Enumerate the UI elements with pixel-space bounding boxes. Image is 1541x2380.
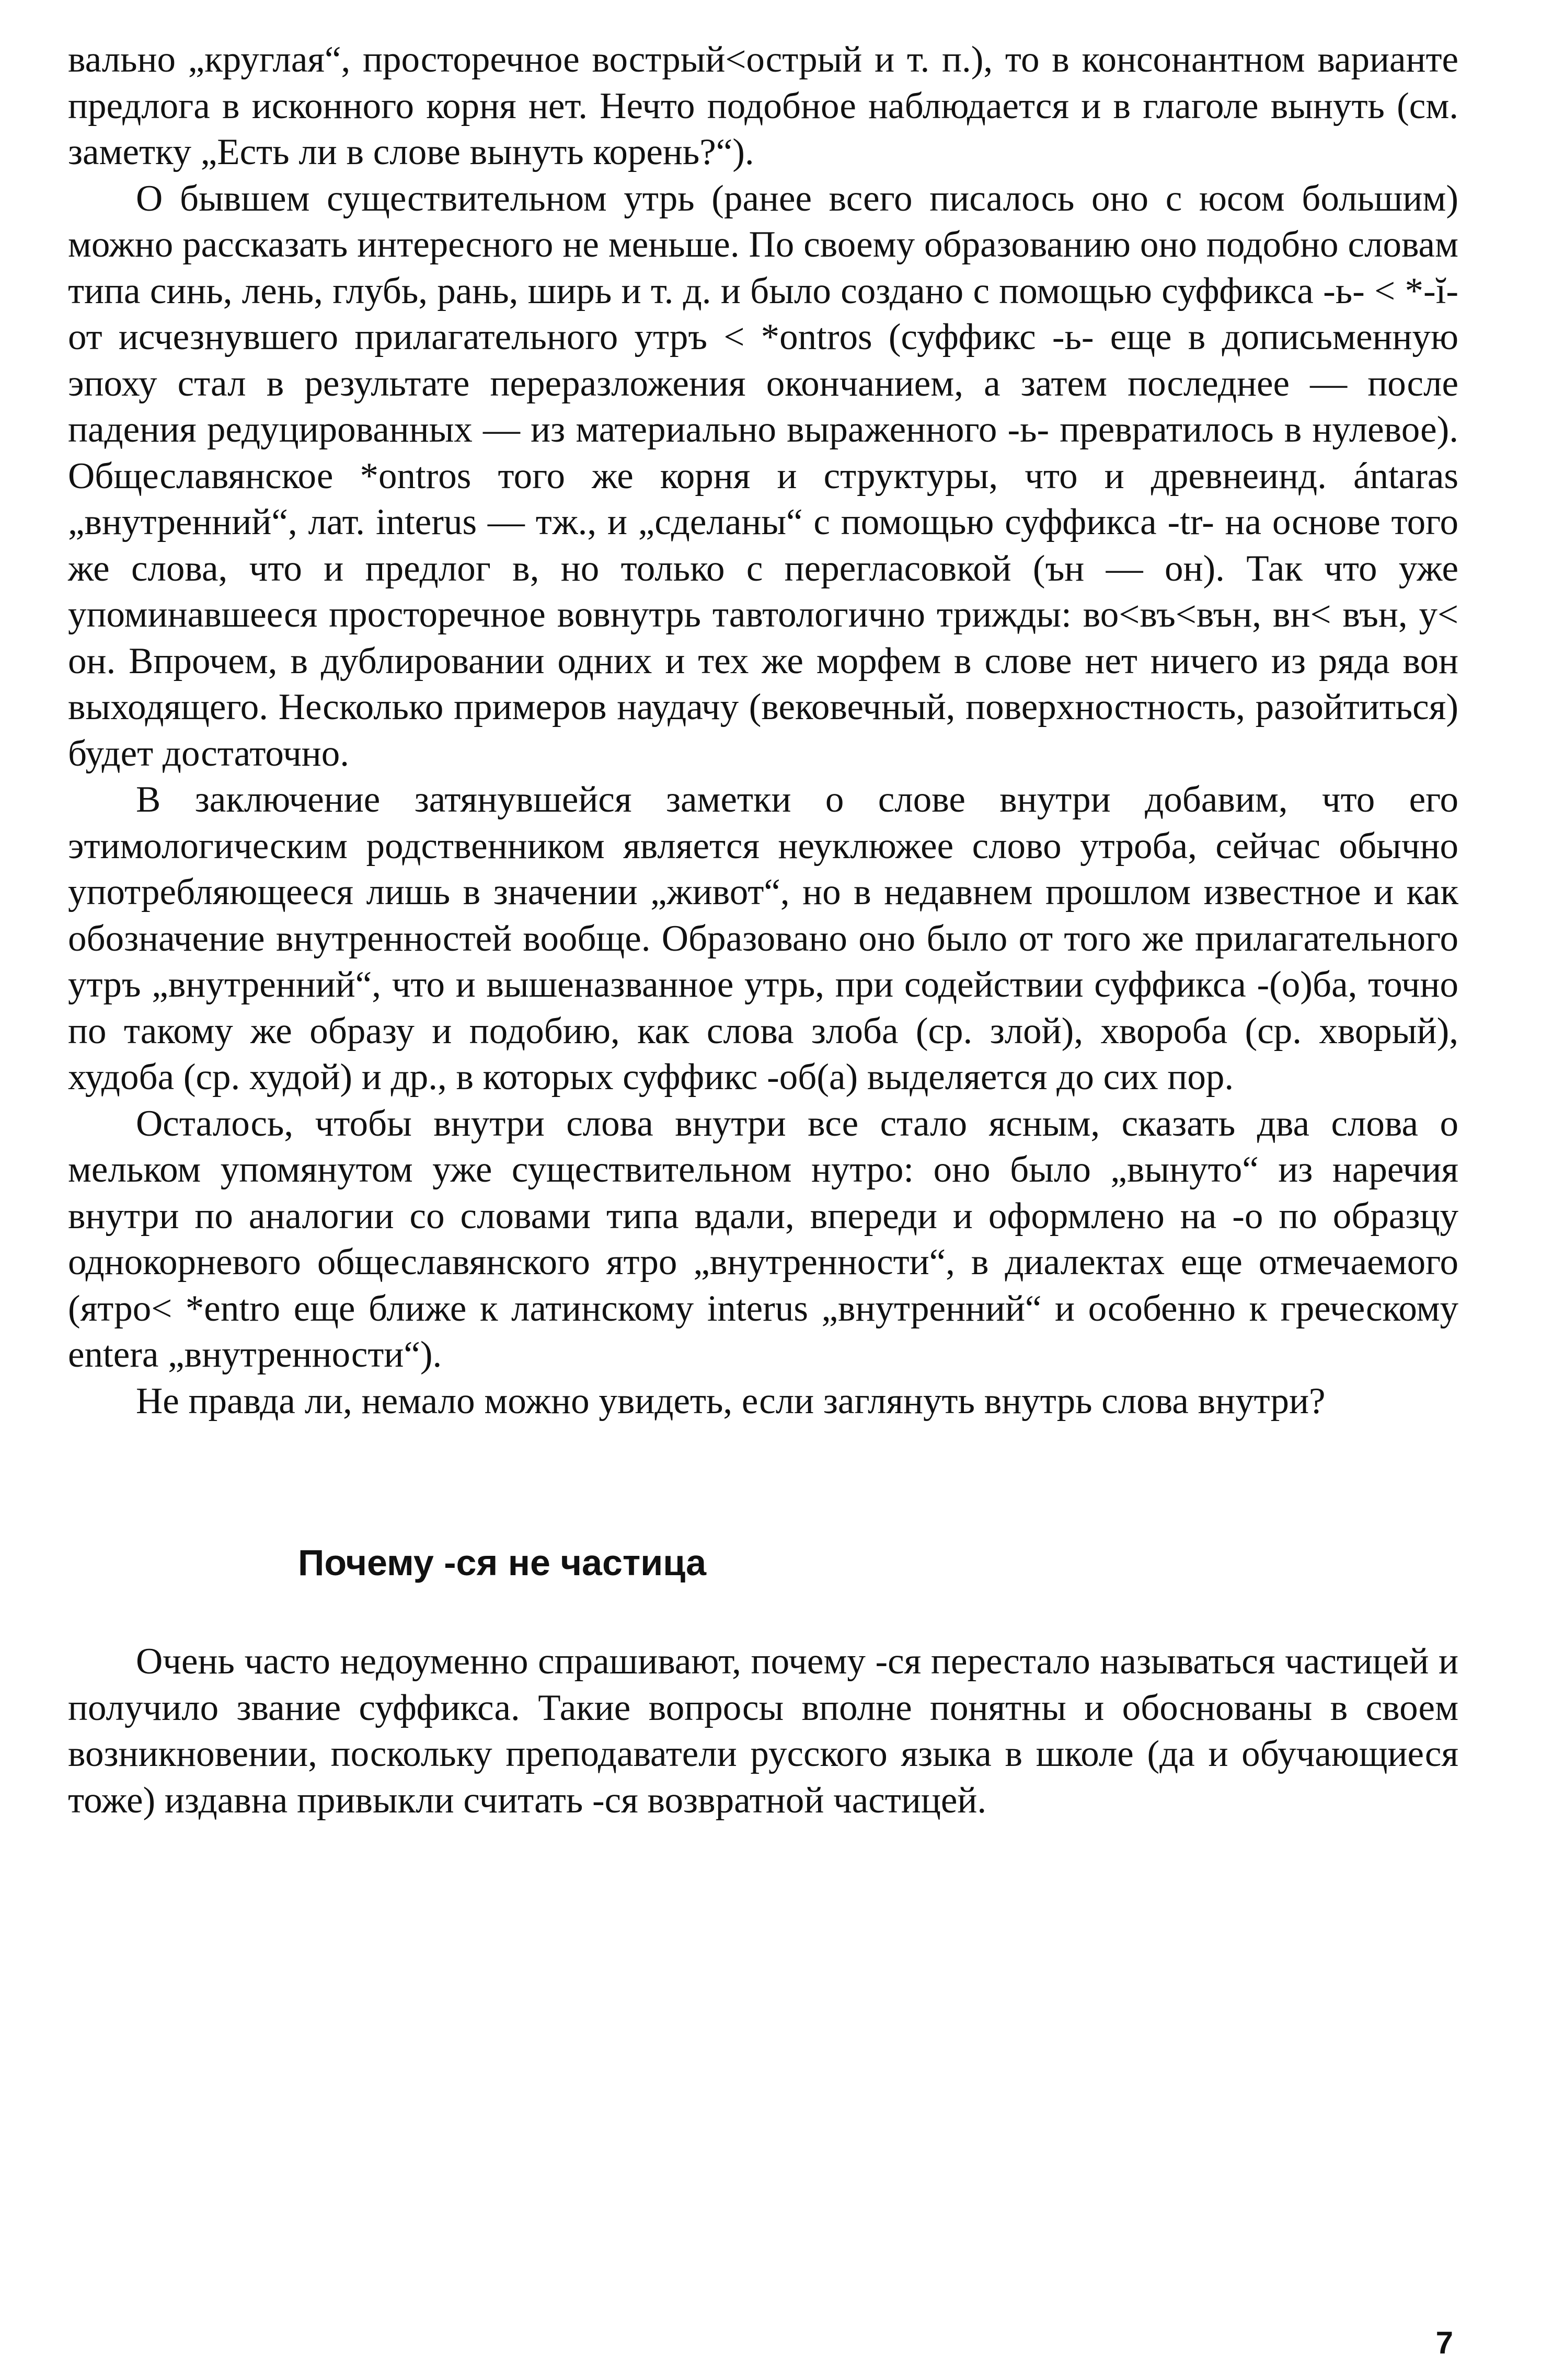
page-number: 7 [1435, 2325, 1453, 2360]
section-heading: Почему -ся не частица [298, 1542, 707, 1583]
paragraph-6: Очень часто недоуменно спрашивают, почему -ся перестало называться частицей и получило звание суффикса. Такие вопросы вполне понятны и обоснованы в своем возникновении, поскольку преподаватели русского языка в школе (да и обучающиеся тоже) издавна привыкли считать -ся возвратной частицей. [68, 1641, 1458, 1821]
paragraph-2: О бывшем существительном утрь (ранее всего писалось оно с юсом большим) можно рассказать интересного не меньше. По своему образованию оно подобно словам типа синь, лень, глубь, рань, ширь и т. д. и было создано с помощью суффикса -ь- < *-ĭ- от исчезнувшего прилагательного утръ < *ontros (суффикс -ь- еще в дописьменную эпоху стал в результате переразложения окончанием, а затем последнее — после падения редуцированных — из материально выраженного -ь- превратилось в нулевое). Общеславянское *ontros того же корня и структуры, что и древнеинд. ántaras „внутренний“, лат. interus — тж., и „сделаны“ с помощью суффикса -tr- на основе того же слова, что и предлог в, но только с перегласовкой (ън — он). Так что уже упоминавшееся просторечное вовнутрь тавтологично трижды: во<въ<вън, вн< вън, у< он. Впрочем, в дублировании одних и тех же морфем в слове нет ничего из ряда вон выходящего. Несколько примеров наудачу (вековечный, поверхностность, разойтиться) будет достаточно. [68, 178, 1458, 774]
paragraph-3: В заключение затянувшейся заметки о слове внутри добавим, что его этимологическим родственником является неуклюжее слово утроба, сейчас обычно употребляющееся лишь в значении „живот“, но в недавнем прошлом известное и как обозначение внутренностей вообще. Образовано оно было от того же прилагательного утръ „внутренний“, что и вышеназванное утрь, при содействии суффикса -(о)ба, точно по такому же образу и подобию, как слова злоба (ср. злой), хвороба (ср. хворый), худоба (ср. худой) и др., в которых суффикс -об(а) выделяется до сих пор. [68, 779, 1458, 1097]
book-page [68, 37, 1458, 1823]
paragraph-4: Осталось, чтобы внутри слова внутри все стало ясным, сказать два слова о мельком упомянутом уже существительном нутро: оно было „вынуто“ из наречия внутри по аналогии со словами типа вдали, впереди и оформлено на -о по образцу однокорневого общеславянского ятро „внутренности“, в диалектах еще отмечаемого (ятро< *entro еще ближе к латинскому interus „внутренний“ и особенно к греческому entera „внутренности“). [68, 1103, 1458, 1375]
paragraph-5: Не правда ли, немало можно увидеть, если заглянуть внутрь слова внутри? [136, 1380, 1326, 1422]
paragraph-1: вально „круглая“, просторечное вострый<острый и т. п.), то в консонантном варианте предлога в исконного корня нет. Нечто подобное наблюдается и в глаголе вынуть (см. заметку „Есть ли в слове вынуть корень?“). [68, 39, 1458, 172]
